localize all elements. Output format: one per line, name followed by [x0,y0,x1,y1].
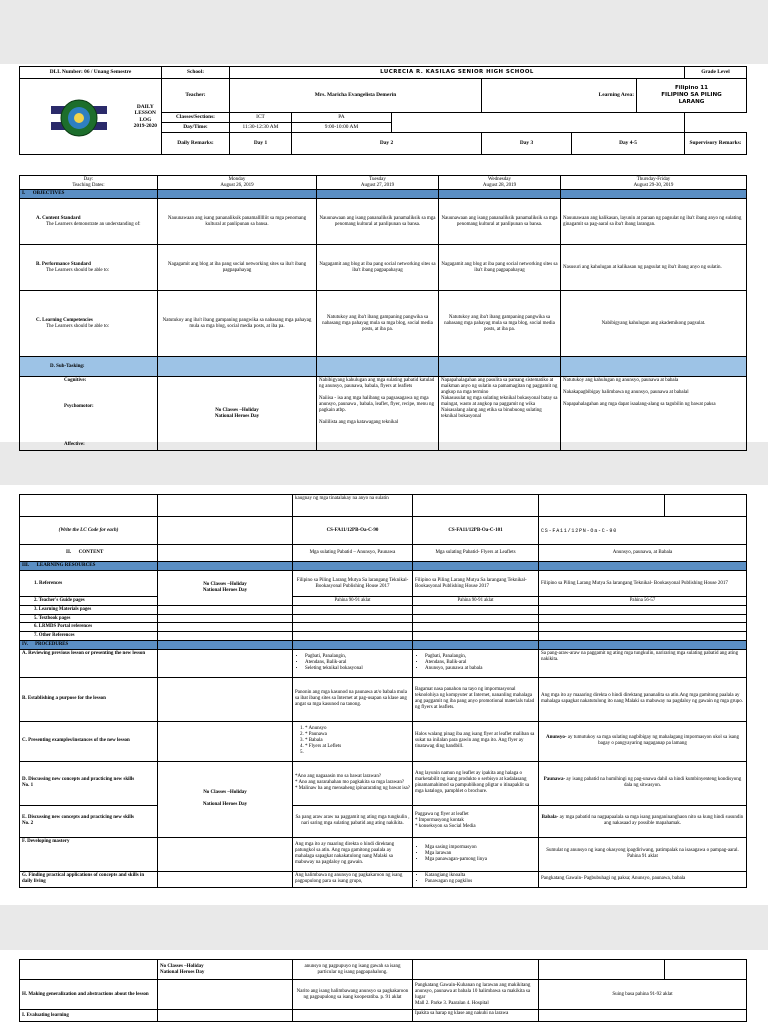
psychomotor-label: Psychomotor: [64,404,94,409]
logo-cell [20,79,162,155]
day-3: Day 3 [482,133,572,155]
class-1: ICT [230,113,292,123]
day-4-5: Day 4-5 [572,133,685,155]
school-logo-icon [49,96,109,138]
teacher-label: Teacher: [162,79,230,113]
monday-label: Monday [228,177,246,182]
supervisory-remarks: Supervisory Remarks: [685,133,747,155]
grade-level-label: Grade Level [685,67,747,79]
school-name: LUCRECIA R. KASILAG SENIOR HIGH SCHOOL [230,67,685,79]
wednesday-label: Wednesday [488,177,511,182]
continuation-table: No Classes –Holiday National Heroes Day anunsyo ng pagpupuyo ng isang gawah sa isang particular ng isang pagpapahalong. H. Making generalization and abstractions about the lesson Narito ang isang halimbawang anunsyo sa pagkakaroon ng pagpupulong sa isang kooperatiba. p. 91 aklat Pangkatang Gawain-Kuhanan ng larawan ang makikitang anunsyo, paunawa at babala 10 halimbawa sa makikita sa lugar Mall 2. Parke 3. Paaralan 4. Hospital Suing basa pahina 91-92 aklat I. Evaluating learning Ipakita sa harap ng klase ang nakuhi na larawa [19,959,747,1022]
learning-area-label: Learning Area: [482,79,637,113]
day-2: Day 2 [292,133,482,155]
daytime-label: Day/Time: [162,123,230,133]
objectives-table: Day: Teaching Dates: Monday August 26, 2019 Tuesday August 27, 2019 Wednesday August 28, 2019 Thursday-Friday August 29-30, 2019 I. OBJECTIVES A. Content Standard The Learners demonstrate an understanding of: Nauunawaan ang isang pananaliksik panamallllliit sa mga penomang kultural at panlipunan sa bansa. Nauunawaan ang isang pananaliksik panamaliksik sa mga penomang kultural at panlipunan sa bansa. Nauunawaan ang isang pananaliksik panamaliksik sa mga penomang kultural at panlipunan sa bansa. Nauunawaan ang kalikasan, layunin at paraan ng pagsulat ng iba't ibang anyo ng sulating ginagamit sa pag-aaral sa iba't ibang larangan. B. Performance Standard The Learners should be able to: Nagagamit ang blog at iba pang social networking sites sa iba't ibang pagpapahayag Nagagamit ang blog at iba pang social networking sites sa iba't ibang pagpapahayag Nagagamit ang blog at iba pang social networking sites sa iba't ibang pagpapahayag Nasusuri ang kahulugan at kalikasan ng pagsulat ng iba't ibang anyo ng sulatin. C. Learning Competencies The Learners should be able to: Natutukoy ang iba't ibang gampaning pangwika sa nabasang mga pahayag mula sa mga blog, social media posts, at iba pa. Natutukoy ang iba't ibang gampaning pangwika sa nabasang mga pahayag mula sa mga blog, social media posts, at iba pa. Natutukoy ang iba't ibang gampaning pangwika sa nabasang mga pahayag mula sa mga blog, social media posts, at iba pa. Nabibigyang kahulugan ang akademikong pagsulat. D. Sub-Tasking: Cognitive: Psychomotor: Affective: No Classes –Holiday National Heroes Day Nabibigyang kahulugan ang mga sulating pabatid katulad ng anunsyo, paunawa, babala, flyers at leaflets Naiiisa - isa ang mga halibang sa pagsasagawa ng mga anunsyo, paunawa , babala, leaflet, flyer, recipe, menu ng pagkain atbp. Naililista ang mga katawagang teknikal Napapahalagahan ang pasulita sa pamang sistematiko at maikman anyo ng sulatin sa pamamagitan ng paggamit ng angkop na mga termino Nakasusulat ng mga sulating teknikal bokasyonal batay sa maingat, wasto at angkop na paggamit ng wika Naisasalang alang ang etika sa binubuong sulating teknikal bokasyonal Natutukoy ang kahulugan ng anunsyo, paunawa at babala Nakakapagbibigay halimbawa ng anunsyo, paunawa at babalal Napapahalagahan ang mga dapat isaalang-alang sa tagubilin ng bawat paksa [19,175,747,451]
classes-label: Classes/Sections: [162,113,230,123]
tuesday-label: Tuesday [369,177,386,182]
dll-number: DLL Number: 06 / Unang Semestre [20,67,162,79]
lc-code-label: (Write the LC Code for each) [20,517,158,545]
log-title: DAILY LESSON LOG 2019-2020 [133,103,157,129]
performance-standard: B. Performance Standard The Learners should be able to: [20,245,158,291]
content-section: II. CONTENT [20,545,158,562]
header-table [19,66,747,155]
tuesday-date: August 27, 2019 [360,182,395,188]
wednesday-date: August 28, 2019 [482,182,517,188]
page-3 [0,950,768,1024]
teaching-dates-label: Teaching Dates: [72,182,105,188]
sub-tasking: D. Sub-Tasking: [20,357,158,377]
time-1: 11:30-12:30 AM [230,123,292,133]
time-2: 9:00-10:00 AM [292,123,392,133]
learning-competencies: C. Learning Competencies The Learners should be able to: [20,291,158,357]
objectives-header: I. OBJECTIVES [20,190,158,199]
day-1: Day 1 [230,133,292,155]
procedures-table: kaugnay ng mga tinatalakay na anyo na sulatin (Write the LC Code for each) CS-FA11/12PB-Oa-C-90 CS-FA11/12PB-Oa-C-101 CS-FA11/12PN-Oa-C-90 II. CONTENT Mga sulating Pabatid – Anunsyo, Paunawa Mga sulating Pabatid- Flyers at Leaflets Anunsyo, paunawa, at Babala III. LEARNING RESOURCES 1. References No Classes –Holiday National Heroes Day Filipino sa Piling Larang Mutya Sa larangang Teknikal- Bookasyonal Publishing House 2017 Filipino sa Piling Larang Mutya Sa larangang Teknikal- Bookasyonal Publishing House 2017 Filipino sa Piling Larang Mutya Sa larangang Teknikal- Bookasyonal Publishing House 2017 2. Teacher's Guide pages Pahina 90-91 aklat Pahina 90-91 aklat Pahina 56-57 3. Learning Materials pages 5. Textbook pages 6. LRMDS Portal references 7. Other References IV. PROCEDURES A. Reviewing previous lesson or presenting the new lesson • Pagbati, Panalangin, • Atendans, Balik-aral • Seleting teknikal bokasyonal • Pagbati, Panalangin, • Atendans, Balik-aral • Anunsyo, paunawa at babala Sa pang-araw-araw na paggamit ng ating mga tungkulin, nariraring mga sulating pabatid ang ating nakikita. B. Establishing a purpose for the lesson Panonin ang mga kasunod na paunawa at/o babala mula sa ibat ibang sites sa Internet at pag-usapan sa klase ang angat sa mga kasunod na tanong. Bagamat nasa panahon na tayo ng impormasyonal teknolohiya ng kompyuter at Internet, nananling mahalaga ang paggamit ng iba pang anyo promotional materials tulad ng flyers at leaflets. Ang mga ito ay maaaring direkta o hindi direktang pananalita sa atin.Ang mga gamitong paalala ay mahalaga sapagkat nakatutulong ito nang Malaki sa mabuway na pagdaloy ng gawain ng mga grupo. C. Presenting examples/instances of the new lesson 1. * Anunsyo 2. * Paunawa 3. * Babala 4. * Flyers at Leflets 5. Halos walang pinag iba ang isang flyer at leaflet maliban sa sukat na inilalan para gawin ang mga ito. Ang flyer ay tinatawag ding handbill. Anunsyo- ay tumutukoy sa mga sulating nagbibigay ng mahalagang impormasyon ukol sa isang bagay o pangyayaring nagaganap pa lamang D. Discussing new concepts and practicing new skills No. 1 No Classes –Holiday National Heroes Day *Ano ang nagaaasin mo sa bawat larawan? * Ano ang nararahahan mo pagkakita sa mga larawan? * Malinaw ba ang mensaheng ipinararating ng bawat isa? Ang layunin namun ng leaflet ay ipakita ang halaga o marketabilit ng isang produkto o serbisyo at kadalasang pinamamahimod sa pampublikong pligtar o itinapaklit sa mga katalogo, pamphlet o brochure. Paunawa- ay isang pabatid na humihingi ng pag-unawa dahil sa hindi kumbinyenteng kondisyong dala ng sitwasyon. E. Discussing new concepts and practicing new skills No. 2 Sa pang araw araw na paggamit ng ating mga tungkulin , nari saring mga sulating pabatid ang ating nakikita. Paggawa ng flyer at leaflet * Impormasyong kontak * konseksyon sa Social Media Babala- ay mga pabatid na nagpapaalala sa mga isang panganinanghaon nito sa kung hindi susundin ang nakasaad ay possible mapahamak. F. Developing mastery Ang mga ito ay maaring direkta o hindi direktang patungkol sa atin. Ang mga gamitong paalala ay mahalaga sapagkat nakakatulong nang Malaki sa mabuway na pagdaloy ng gawain. • Mga sasing impormasyon • Mga larawan • Mga panawagan-pamong linya Sumulat ng anunsyo ng isang okasyong ipagdiriwang, patimpalak na isasagawa o pampag-aaral. Pahina 91 aklat G. Finding practical applications of concepts and skills in daily living Ang halimbawa ng anunsyo ng pagkakaroon ng isang pagpupulong para sa isang grupo, • Katangiang iknoalta • Panawagan ng pagkilos Pangkatang Gawain- Pagbubuhagi ng paksa; Anunsyo, paunawa, babala [19,494,747,888]
page-1 [0,64,768,447]
thursday-date: August 29-30, 2019 [633,182,674,188]
teacher-name: Mrs. Maricha Evangelista Demerin [230,79,482,113]
day-label: Day: [83,177,94,182]
cognitive-label: Cognitive: [64,378,87,383]
thursday-label: Thursday-Friday [636,177,671,182]
content-standard: A. Content Standard The Learners demonstrate an understanding of: [20,199,158,245]
monday-date: August 26, 2019 [220,182,254,188]
affective-label: Affective: [64,442,85,447]
school-label: School: [162,67,230,79]
class-2: PA [292,113,392,123]
daily-remarks-label: Daily Remarks: [162,133,230,155]
no-classes-mon: No Classes –Holiday National Heroes Day [158,377,317,451]
learning-area-value: Filipino 11 FILIPINO SA PILING LARANG [637,79,747,113]
procedures-header: IV. PROCEDURES [20,640,158,649]
page-2 [0,485,768,905]
learning-resources-header: III. LEARNING RESOURCES [20,562,158,571]
